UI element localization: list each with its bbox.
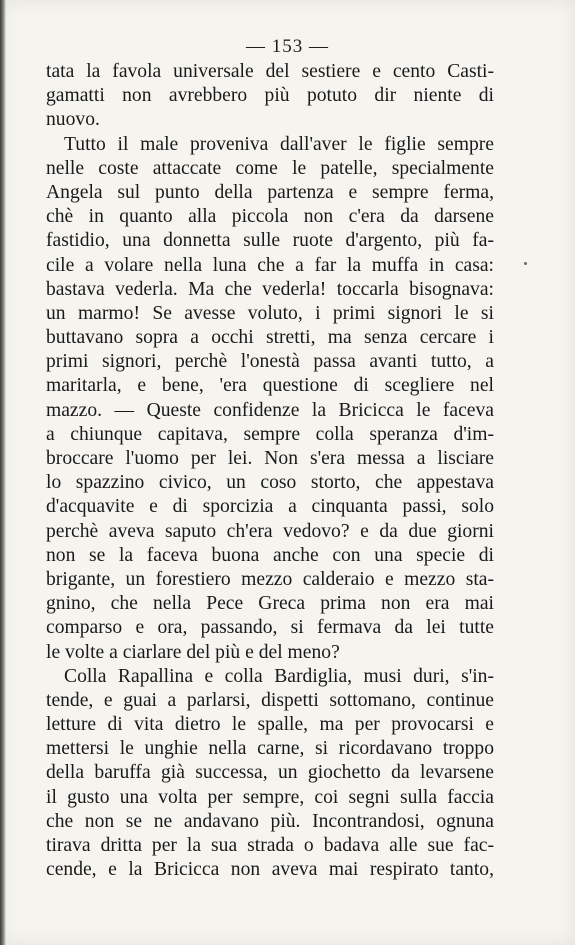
text-line: gnino, che nella Pece Greca prima non era mai bbox=[46, 593, 494, 615]
text-line: tata la favola universale del sestiere e cento Casti- bbox=[46, 61, 494, 82]
text-line: letture di vita dietro le spalle, ma per provocarsi e bbox=[46, 714, 494, 736]
text-line: primi signori, perchè l'onestà passa avanti tutto, a bbox=[46, 351, 494, 373]
text-line: tirava dritta per la sua strada o badava alle sue fac- bbox=[46, 835, 494, 856]
text-line: d'acquavite e di sporcizia a cinquanta passi, solo bbox=[46, 496, 494, 518]
text-line: nuovo. bbox=[46, 109, 100, 131]
text-line: perchè aveva saputo ch'era vedovo? e da due giorni bbox=[46, 520, 494, 542]
text-line: buttavano sopra a occhi stretti, ma senza cercare i bbox=[46, 327, 494, 349]
text-line: fastidio, una donnetta sulle ruote d'argento, più fa- bbox=[46, 230, 494, 252]
text-line: bastava vederla. Ma che vederla! toccarla bisognava: bbox=[46, 278, 494, 300]
text-line: comparso e ora, passando, si fermava da lei tutte bbox=[46, 617, 494, 639]
text-line: brigante, un forestiero mezzo calderaio e mezzo sta- bbox=[46, 568, 494, 590]
text-line: Tutto il male proveniva dall'aver le figlie sempre bbox=[64, 133, 494, 155]
text-line: le volte a ciarlare del più e del meno? bbox=[46, 641, 340, 663]
text-line: Colla Rapallina e colla Bardiglia, musi duri, s'in- bbox=[64, 665, 494, 687]
text-line: nelle coste attaccate come le patelle, specialmente bbox=[46, 157, 494, 179]
text-line: mettersi le unghie nella carne, si ricordavano troppo bbox=[46, 738, 494, 760]
text-line: un marmo! Se avesse voluto, i primi signori le si bbox=[46, 302, 494, 324]
body-text bbox=[46, 60, 494, 882]
text-line: mazzo. — Queste confidenze la Bricicca le faceva bbox=[46, 399, 494, 421]
text-line: Angela sul punto della partenza e sempre ferma, bbox=[46, 181, 494, 203]
page-number: — 153 — bbox=[246, 36, 329, 57]
page-binding-edge bbox=[0, 0, 6, 945]
text-line: chè in quanto alla piccola non c'era da darsene bbox=[46, 206, 494, 228]
text-line: maritarla, e bene, 'era questione di scegliere nel bbox=[46, 375, 494, 397]
text-line: lo spazzino civico, un coso storto, che appestava bbox=[46, 472, 494, 494]
text-line: che non se ne andavano più. Incontrandosi, ognuna bbox=[46, 810, 494, 832]
text-line: il gusto una volta per sempre, coi segni sulla faccia bbox=[46, 786, 494, 808]
text-line: cile a volare nella luna che a far la muffa in casa: bbox=[46, 254, 494, 276]
text-line: tende, e guai a parlarsi, dispetti sottomano, continue bbox=[46, 689, 494, 711]
text-line: cende, e la Bricicca non aveva mai respirato tanto, bbox=[46, 859, 494, 881]
text-line: gamatti non avrebbero più potuto dir niente di bbox=[46, 85, 494, 107]
paper-speck bbox=[524, 262, 527, 265]
text-line: broccare l'uomo per lei. Non s'era messa a lisciare bbox=[46, 448, 494, 469]
text-line: della baruffa già successa, un giochetto da levarsene bbox=[46, 762, 494, 784]
text-line: non se la faceva buona anche con una specie di bbox=[46, 544, 494, 566]
text-line: a chiunque capitava, sempre colla speranza d'im- bbox=[46, 423, 494, 445]
